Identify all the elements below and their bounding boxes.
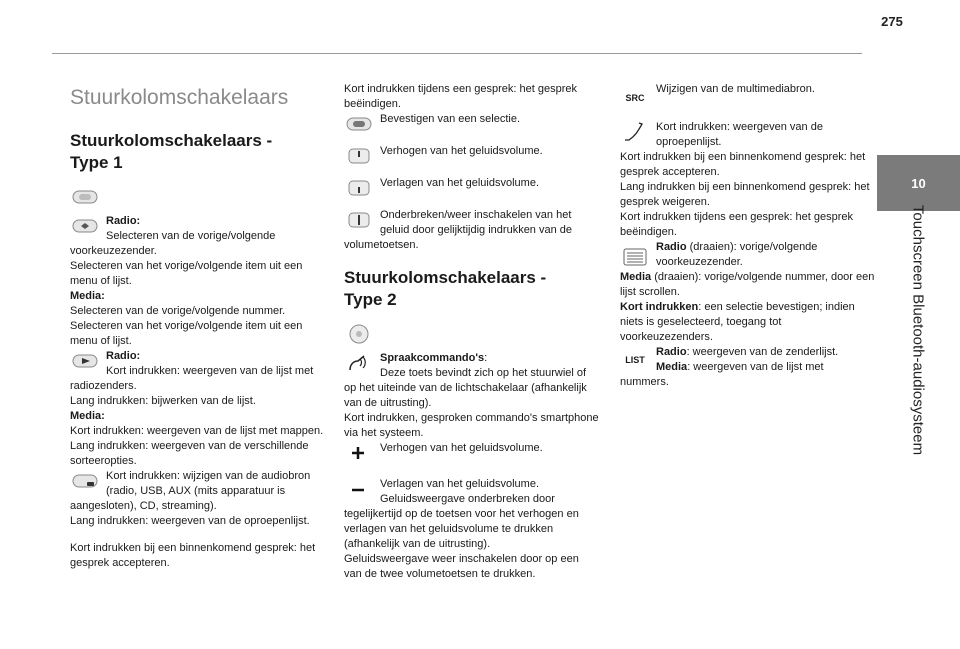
header-divider [52, 53, 862, 54]
block-minus: Verlagen van het geluidsvolume. Geluidsweergave onderbreken door [344, 477, 599, 507]
volume-lever-icon [344, 209, 374, 231]
steering-wheel-icon [344, 323, 374, 345]
steering-control-icon [70, 470, 100, 492]
block-list: LIST Radio: weergeven van de zenderlijst. Media: weergeven van de lijst met [620, 345, 875, 375]
volume-lever-icon [344, 145, 374, 167]
column-left: Stuurkolomschakelaars Stuurkolomschakelaars - Type 1 Radio: Selecteren van de vorige/volgende voorkeuzezender. Selecteren van het vorige/volgende item uit een menu of lijst. Media: Selecteren van de vorige/volgende nummer. Selecteren van het vorige/volgende item uit een menu of lijst. Radio: Kort indrukken: weergeven van de lijst met radiozenders. Lang indrukken: bijwerken van de lijst. Media: Kort indrukken: weergeven van de lijst met mappen. Lang indrukken: weergeven van de verschillende sorteeropties. Kort indrukken: wijzigen van de audiobron (radio, USB, AUX (mits apparatuur is aangesloten), CD, streaming). Lang indrukken: weergeven van de oproepenlijst. Kort indrukken bij een binnenkomend gesprek: het gesprek accepteren. [70, 86, 324, 569]
chapter-tab: 10 [877, 155, 960, 211]
page-number: 275 [881, 14, 903, 29]
block-src: SRC Wijzigen van de multimediabron. [620, 82, 875, 106]
volume-lever-icon [344, 177, 374, 199]
block-confirm: Bevestigen van een selectie. [344, 112, 599, 136]
block-mute: Onderbreken/weer inschakelen van het geluid door gelijktijdig indrukken van de [344, 208, 599, 238]
phone-icon [620, 121, 650, 143]
steering-control-icon [344, 113, 374, 135]
section-title: Stuurkolomschakelaars [70, 86, 289, 109]
chapter-title: Touchscreen Bluetooth-audiosysteem [909, 204, 927, 456]
thumbwheel-icon [620, 246, 650, 268]
steering-control-icon [70, 215, 100, 237]
block-thumbwheel: Radio (draaien): vorige/volgende voorkeuzezender. [620, 240, 875, 270]
block-radio-media-1: Radio: Selecteren van de vorige/volgende [70, 214, 325, 244]
block-voice: Spraakcommando's: Deze toets bevindt zich op het stuurwiel of [344, 351, 599, 381]
list-label: LIST [625, 355, 645, 365]
src-label: SRC [625, 93, 645, 103]
block-phone: Kort indrukken: weergeven van de oproepenlijst. [620, 120, 875, 150]
steering-control-icon [70, 350, 100, 372]
voice-command-icon [344, 352, 374, 374]
heading-type-1: Stuurkolomschakelaars - Type 1 [70, 131, 273, 172]
plus-icon [344, 442, 374, 464]
heading-type-2: Stuurkolomschakelaars - Type 2 [344, 268, 547, 309]
steering-control-icon [70, 186, 100, 208]
column-middle: Kort indrukken tijdens een gesprek: het gesprek beëindigen. Bevestigen van een selectie. Verhogen van het geluidsvolume. Verlagen van het geluidsvolume. Onderbreken/weer inschakelen van het geluid door gelijktijdig indrukken van de volumetoetsen. Stuurkolomschakelaars - Type 2 Spraakcommando's: Deze toets bevindt zich op het stuurwiel of op het uiteinde van de lichtschakelaar (afhankelijk van de uitrusting). Kort indrukken, gesproken commando's smartphone via het systeem. Verhogen van het geluidsvolume. Verlagen van het geluidsvolume. Geluidsweergave onderbreken door tegelijkertijd op de toetsen voor het verhogen en verlagen van het geluidsvolume te drukken (afhankelijk van de uitrusting). Geluidsweergave weer inschakelen door op een van de twee volumetoetsen te drukken. [344, 83, 599, 580]
block-source: Kort indrukken: wijzigen van de audiobron (radio, USB, AUX (mits apparatuur is [70, 469, 325, 499]
block-plus: Verhogen van het geluidsvolume. [344, 441, 599, 465]
block-volume-down: Verlagen van het geluidsvolume. [344, 176, 599, 200]
block-volume-up: Verhogen van het geluidsvolume. [344, 144, 599, 168]
block-radio-media-2: Radio: Kort indrukken: weergeven van de lijst met [70, 349, 325, 379]
column-right: SRC Wijzigen van de multimediabron. Kort indrukken: weergeven van de oproepenlijst. Kort indrukken bij een binnenkomend gesprek: het gesprek accepteren. Lang indrukken bij een binnenkomend gesprek: het gesprek weigeren. Kort indrukken tijdens een gesprek: het gesprek beëindigen. Radio (draaien): vorige/volgende voorkeuzezender. Media (draaien): vorige/volgende nummer, door een lijst scrollen. Kort indrukken: een selectie bevestigen; indien niets is geselecteerd, toegang tot voorkeuzezenders. LIST Radio: weergeven van de zenderlijst. Media: weergeven van de lijst met nummers. [620, 83, 875, 388]
minus-icon [344, 478, 374, 500]
